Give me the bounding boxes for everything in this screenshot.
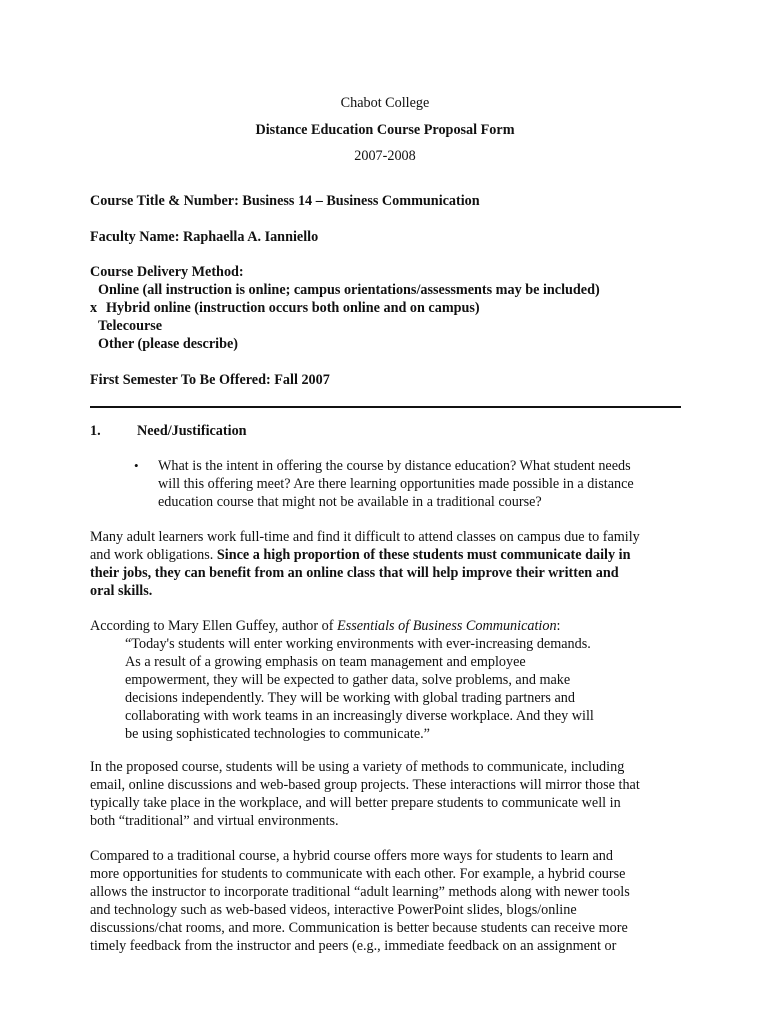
question-line: will this offering meet? Are there learning opportunities made possible in a distance [158,476,634,492]
delivery-option-mark: x [90,300,98,316]
paragraph-line: their jobs, they can benefit from an online class that will help improve their written and [90,565,619,581]
paragraph-line: Compared to a traditional course, a hybrid course offers more ways for students to learn and [90,848,613,864]
quote-line: collaborating with work teams in an increasingly diverse workplace. And they will [125,708,594,724]
faculty-name-field: Faculty Name: Raphaella A. Ianniello [90,229,319,245]
course-title-field: Course Title & Number: Business 14 – Business Communication [90,193,480,209]
paragraph-line: In the proposed course, students will be using a variety of methods to communicate, including [90,759,625,775]
form-title: Distance Education Course Proposal Form [255,122,515,138]
delivery-option-other: Other (please describe) [98,336,239,352]
paragraph-line: timely feedback from the instructor and peers (e.g., immediate feedback on an assignment or [90,938,617,954]
form-year: 2007-2008 [354,148,416,164]
paragraph-line: typically take place in the workplace, and will better prepare students to communicate well in [90,795,621,811]
paragraph-line: and technology such as web-based videos, interactive PowerPoint slides, blogs/online [90,902,577,918]
section-title: Need/Justification [137,423,247,439]
bullet-icon: • [134,458,139,473]
paragraph-line: allows the instructor to incorporate traditional “adult learning” methods along with newer tools [90,884,630,900]
horizontal-rule [90,406,681,408]
first-semester-field: First Semester To Be Offered: Fall 2007 [90,372,330,388]
quote-line: As a result of a growing emphasis on team management and employee [125,654,526,670]
quote-line: decisions independently. They will be working with global trading partners and [125,690,575,706]
plain-text: and work obligations. [90,547,217,563]
book-title: Essentials of Business Communication [337,618,557,634]
delivery-method-label: Course Delivery Method: [90,264,244,280]
college-name: Chabot College [340,95,430,111]
question-line: education course that might not be available in a traditional course? [158,494,542,510]
paragraph-line: oral skills. [90,583,153,599]
bold-text: Since a high proportion of these students must communicate daily in [216,547,631,563]
quote-intro-text: According to Mary Ellen Guffey, author of [90,618,338,634]
question-line: What is the intent in offering the course by distance education? What student needs [158,458,631,474]
paragraph-line: both “traditional” and virtual environments. [90,813,339,829]
paragraph-line: Many adult learners work full-time and find it difficult to attend classes on campus due to family [90,529,640,545]
delivery-option-telecourse: Telecourse [98,318,163,334]
quote-intro-colon: : [556,618,561,634]
section-number: 1. [90,423,101,439]
delivery-option-hybrid: Hybrid online (instruction occurs both online and on campus) [106,300,480,316]
paragraph-line [90,546,630,564]
quote-line: “Today's students will enter working environments with ever-increasing demands. [125,636,591,652]
paragraph-line: email, online discussions and web-based group projects. These interactions will mirror those that [90,777,640,793]
quote-intro [90,617,561,635]
quote-line: empowerment, they will be expected to gather data, solve problems, and make [125,672,571,688]
paragraph-line: discussions/chat rooms, and more. Communication is better because students can receive more [90,920,628,936]
delivery-option-online: Online (all instruction is online; campus orientations/assessments may be included) [98,282,600,298]
paragraph-line: more opportunities for students to communicate with each other. For example, a hybrid course [90,866,626,882]
quote-line: be using sophisticated technologies to communicate.” [125,726,430,742]
